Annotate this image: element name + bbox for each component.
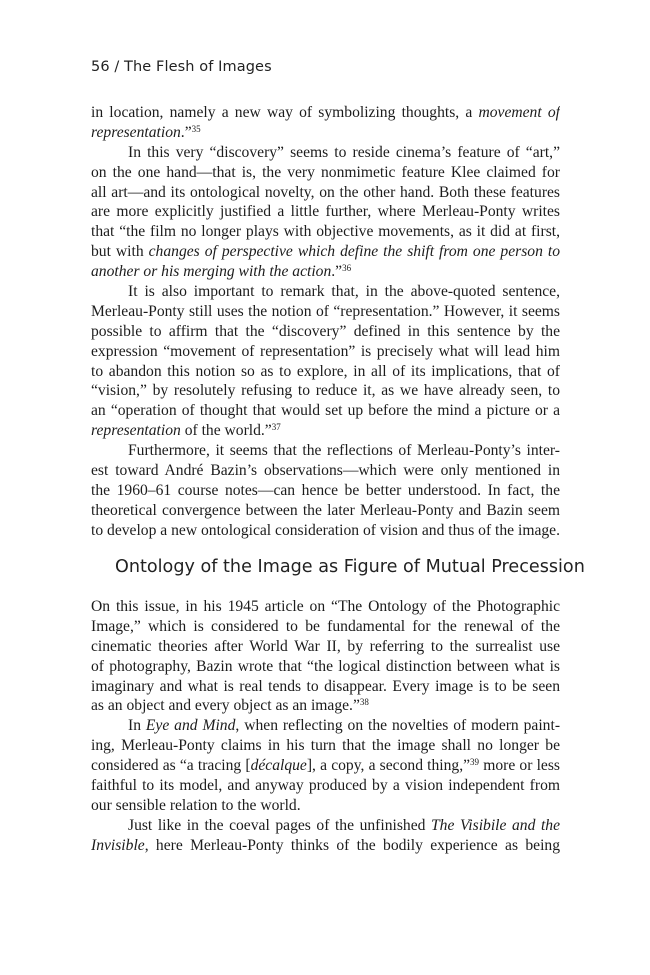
text-line bbox=[91, 481, 560, 501]
body-text-block-2 bbox=[91, 597, 560, 856]
text-line bbox=[91, 796, 560, 816]
text-run: in location, namely a new way of symbolizing thoughts, a bbox=[91, 104, 479, 121]
text-run: on the one hand—that is, the very nonmimetic feature Klee claimed for bbox=[91, 163, 560, 181]
text-run: theoretical convergence between the later Merleau-Ponty and Bazin seem bbox=[91, 501, 560, 519]
footnote-marker: 36 bbox=[342, 263, 352, 274]
text-line bbox=[91, 776, 560, 796]
text-run: .” bbox=[331, 263, 343, 281]
text-line bbox=[91, 222, 560, 242]
text-line bbox=[91, 461, 560, 481]
italic-text: décalque bbox=[250, 757, 307, 775]
text-run: of photography, Bazin wrote that “the logical distinction between what is bbox=[91, 657, 560, 675]
text-run: imaginary and what is real tends to disappear. Every image is to be seen bbox=[91, 677, 560, 695]
section-heading: Ontology of the Image as Figure of Mutual Precession bbox=[115, 557, 585, 577]
text-run: as an object and every object as an image.” bbox=[91, 697, 360, 715]
text-line bbox=[91, 362, 560, 382]
text-line bbox=[91, 617, 560, 637]
text-line bbox=[91, 183, 560, 203]
text-run: to develop a new ontological consideration of vision and thus of the image. bbox=[91, 521, 560, 539]
text-run: to abandon this notion so as to explore, in all of its implications, that of bbox=[91, 362, 560, 380]
text-line bbox=[91, 262, 560, 282]
text-run: , here Merleau-Ponty thinks of the bodily experience as being bbox=[144, 836, 560, 854]
text-run: possible to affirm that the “discovery” defined in this sentence by the bbox=[91, 322, 560, 340]
text-run: considered as “a tracing [ bbox=[91, 757, 251, 775]
text-line bbox=[91, 103, 560, 123]
text-run: In bbox=[128, 717, 146, 735]
text-run: ing, Merleau-Ponty claims in his turn that the image shall no longer be bbox=[91, 737, 560, 755]
text-line bbox=[91, 677, 560, 697]
footnote-marker: 39 bbox=[470, 757, 480, 768]
text-run: On this issue, in his 1945 article on “The Ontology of the Photographic bbox=[91, 598, 560, 615]
text-line bbox=[91, 521, 560, 541]
text-line bbox=[91, 716, 560, 736]
italic-text: representation bbox=[91, 123, 181, 141]
text-line bbox=[91, 401, 560, 421]
text-line bbox=[91, 282, 560, 302]
text-line bbox=[91, 302, 560, 322]
text-run: faithful to its model, and anyway produced by a vision independent from bbox=[91, 777, 560, 795]
italic-text: Invisible bbox=[91, 836, 145, 854]
text-run: all art—and its ontological novelty, on the other hand. Both these features bbox=[91, 183, 560, 201]
italic-text: The Visibile and the bbox=[430, 816, 560, 834]
text-run: Merleau-Ponty still uses the notion of “representation.” However, it seems bbox=[91, 302, 560, 320]
text-line bbox=[91, 756, 560, 776]
text-run: “vision,” by resolutely refusing to reduce it, as we have already seen, to bbox=[91, 382, 560, 400]
text-line bbox=[91, 123, 560, 143]
text-line bbox=[91, 501, 560, 521]
text-line bbox=[91, 657, 560, 677]
text-run: expression “movement of representation” is precisely what will lead him bbox=[91, 342, 560, 360]
text-run: are more explicitly justified a little further, where Merleau-Ponty writes bbox=[91, 203, 560, 221]
italic-text: movement of bbox=[478, 104, 560, 121]
text-run: . bbox=[180, 123, 185, 141]
text-run: but with bbox=[91, 243, 149, 261]
text-run: an “operation of thought that would set up before the mind a picture or a bbox=[91, 402, 560, 420]
text-line bbox=[91, 242, 560, 262]
footnote-marker: 35 bbox=[191, 123, 201, 134]
body-text-block-1 bbox=[91, 103, 560, 541]
text-line bbox=[91, 637, 560, 657]
text-line bbox=[91, 202, 560, 222]
running-head: 56 / The Flesh of Images bbox=[91, 59, 272, 75]
text-line bbox=[91, 342, 560, 362]
text-run: est toward André Bazin’s observations—which were only mentioned in bbox=[91, 462, 560, 480]
text-line bbox=[91, 816, 560, 836]
text-run: Just like in the coeval pages of the unfinished bbox=[128, 816, 431, 834]
text-line bbox=[91, 836, 560, 856]
text-line bbox=[91, 163, 560, 183]
text-run: the 1960–61 course notes—can hence be better understood. In fact, the bbox=[91, 481, 560, 499]
italic-text: Eye and Mind bbox=[145, 717, 236, 735]
text-run: our sensible relation to the world. bbox=[91, 796, 301, 814]
footnote-marker: 38 bbox=[359, 697, 369, 708]
text-run: cinematic theories after World War II, by referring to the surrealist use bbox=[91, 637, 560, 655]
text-run: ” bbox=[184, 123, 192, 141]
text-line bbox=[91, 322, 560, 342]
italic-text: representation bbox=[91, 422, 181, 440]
text-run: Furthermore, it seems that the reflections of Merleau-Ponty’s inter- bbox=[128, 442, 560, 460]
footnote-marker: 37 bbox=[271, 422, 281, 433]
text-line bbox=[91, 381, 560, 401]
text-line bbox=[91, 421, 560, 441]
text-run: more or less bbox=[479, 757, 560, 775]
text-run: Image,” which is considered to be fundamental for the renewal of the bbox=[91, 617, 560, 635]
text-run: In this very “discovery” seems to reside cinema’s feature of “art,” bbox=[128, 143, 560, 161]
text-line bbox=[91, 736, 560, 756]
text-line bbox=[91, 696, 560, 716]
text-run: of the world.” bbox=[180, 422, 272, 440]
text-run: that “the film no longer plays with objective movements, as it did at first, bbox=[91, 223, 560, 241]
text-run: , when reflecting on the novelties of modern paint- bbox=[235, 717, 560, 735]
text-run: ], a copy, a second thing,” bbox=[306, 757, 471, 775]
italic-text: changes of perspective which define the shift from one person to bbox=[148, 243, 560, 261]
text-run: It is also important to remark that, in the above-quoted sentence, bbox=[128, 283, 560, 301]
text-line bbox=[91, 597, 560, 617]
italic-text: another or his merging with the action bbox=[91, 263, 332, 281]
text-line bbox=[91, 143, 560, 163]
text-line bbox=[91, 441, 560, 461]
